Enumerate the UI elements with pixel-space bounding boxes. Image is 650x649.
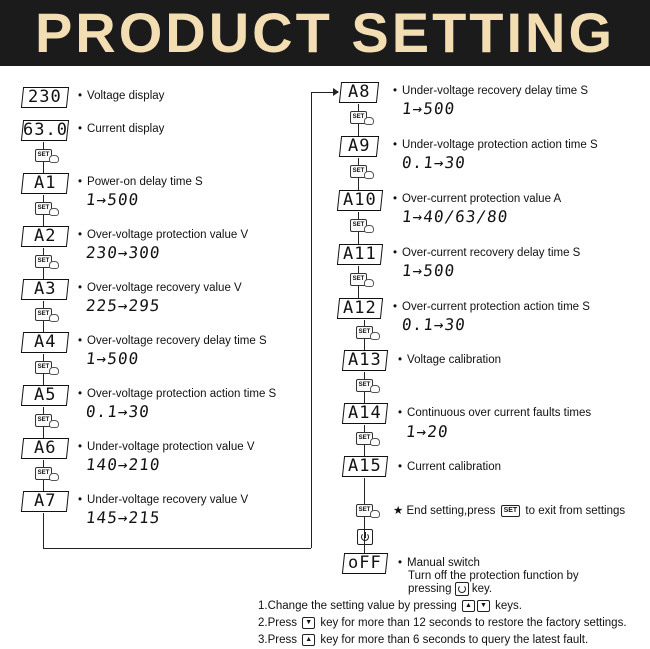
label-a15: • Current calibration [398,460,501,474]
range-a5: 0.1→30 [85,402,151,421]
label-manual-switch: • Manual switch [398,556,480,570]
set-key-icon: SET [350,111,367,124]
up-key-icon: ▲ [462,600,475,612]
setting-diagram [0,68,650,649]
manual-desc-line2: Turn off the protection function by [408,570,579,582]
set-key-icon: SET [356,504,373,517]
code-a12: A12 [337,298,383,319]
label-current-display: • Current display [78,122,164,136]
title-banner [0,0,650,66]
set-key-icon: SET [356,432,373,445]
label-a2: • Over-voltage protection value V [78,228,248,242]
label-a8: • Under-voltage recovery delay time S [393,84,588,98]
label-a1: • Power-on delay time S [78,175,203,189]
code-a14: A14 [342,403,388,424]
range-a12: 0.1→30 [401,315,467,334]
code-display-voltage: 230 [21,87,69,108]
note-2: 2.Press ▼ key for more than 12 seconds to restore the factory settings. [258,617,627,629]
range-a6: 140→210 [85,455,162,474]
code-a1: A1 [21,173,69,194]
label-a11: • Over-current recovery delay time S [393,246,580,260]
power-key-icon [357,529,373,545]
code-a9: A9 [339,136,379,157]
code-a4: A4 [21,332,69,353]
label-a10: • Over-current protection value A [393,192,561,206]
set-key-icon: SET [350,273,367,286]
range-a14: 1→20 [405,422,450,441]
down-key-icon: ▼ [477,600,490,612]
label-a5: • Over-voltage protection action time S [78,387,276,401]
set-key-icon: SET [35,308,52,321]
page-title: PRODUCT SETTING [34,1,616,64]
label-voltage-display: • Voltage display [78,89,164,103]
label-a4: • Over-voltage recovery delay time S [78,334,267,348]
code-a5: A5 [21,385,69,406]
range-a10: 1→40/63/80 [401,207,510,226]
code-a6: A6 [21,438,69,459]
end-setting-note: ★ End setting,press SET to exit from settings [393,505,626,517]
range-a4: 1→500 [85,349,141,368]
power-key-icon [455,582,469,596]
down-key-icon: ▼ [302,617,315,629]
label-a13: • Voltage calibration [398,353,501,367]
set-key-icon: SET [350,165,367,178]
code-off: oFF [342,553,388,574]
range-a9: 0.1→30 [401,153,467,172]
set-key-icon: SET [350,219,367,232]
code-a8: A8 [339,82,379,103]
set-key-icon: SET [356,379,373,392]
set-key-icon: SET [356,326,373,339]
set-key-icon: SET [35,149,52,162]
label-a3: • Over-voltage recovery value V [78,281,242,295]
set-key-icon: SET [35,414,52,427]
code-a10: A10 [337,190,383,211]
range-a2: 230→300 [85,243,162,262]
code-a3: A3 [21,279,69,300]
set-key-icon: SET [35,202,52,215]
set-key-icon: SET [35,467,52,480]
up-key-icon: ▲ [302,634,315,646]
range-a8: 1→500 [401,99,457,118]
label-a7: • Under-voltage recovery value V [78,493,248,507]
code-a2: A2 [21,226,69,247]
label-a14: • Continuous over current faults times [398,406,591,420]
code-display-current: 63.0 [21,120,69,141]
code-a11: A11 [337,244,383,265]
label-a9: • Under-voltage protection action time S [393,138,598,152]
label-a12: • Over-current protection action time S [393,300,590,314]
note-3: 3.Press ▲ key for more than 6 seconds to query the latest fault. [258,634,589,646]
range-a7: 145→215 [85,508,162,527]
note-1: 1.Change the setting value by pressing ▲ ▼ keys. [258,600,522,612]
manual-desc-line3: pressing key. [408,583,493,596]
code-a15: A15 [342,456,388,477]
label-a6: • Under-voltage protection value V [78,440,255,454]
set-key-icon: SET [501,505,521,517]
code-a13: A13 [342,350,388,371]
range-a1: 1→500 [85,190,141,209]
set-key-icon: SET [35,361,52,374]
range-a3: 225→295 [85,296,162,315]
set-key-icon: SET [35,255,52,268]
range-a11: 1→500 [401,261,457,280]
code-a7: A7 [21,491,69,512]
